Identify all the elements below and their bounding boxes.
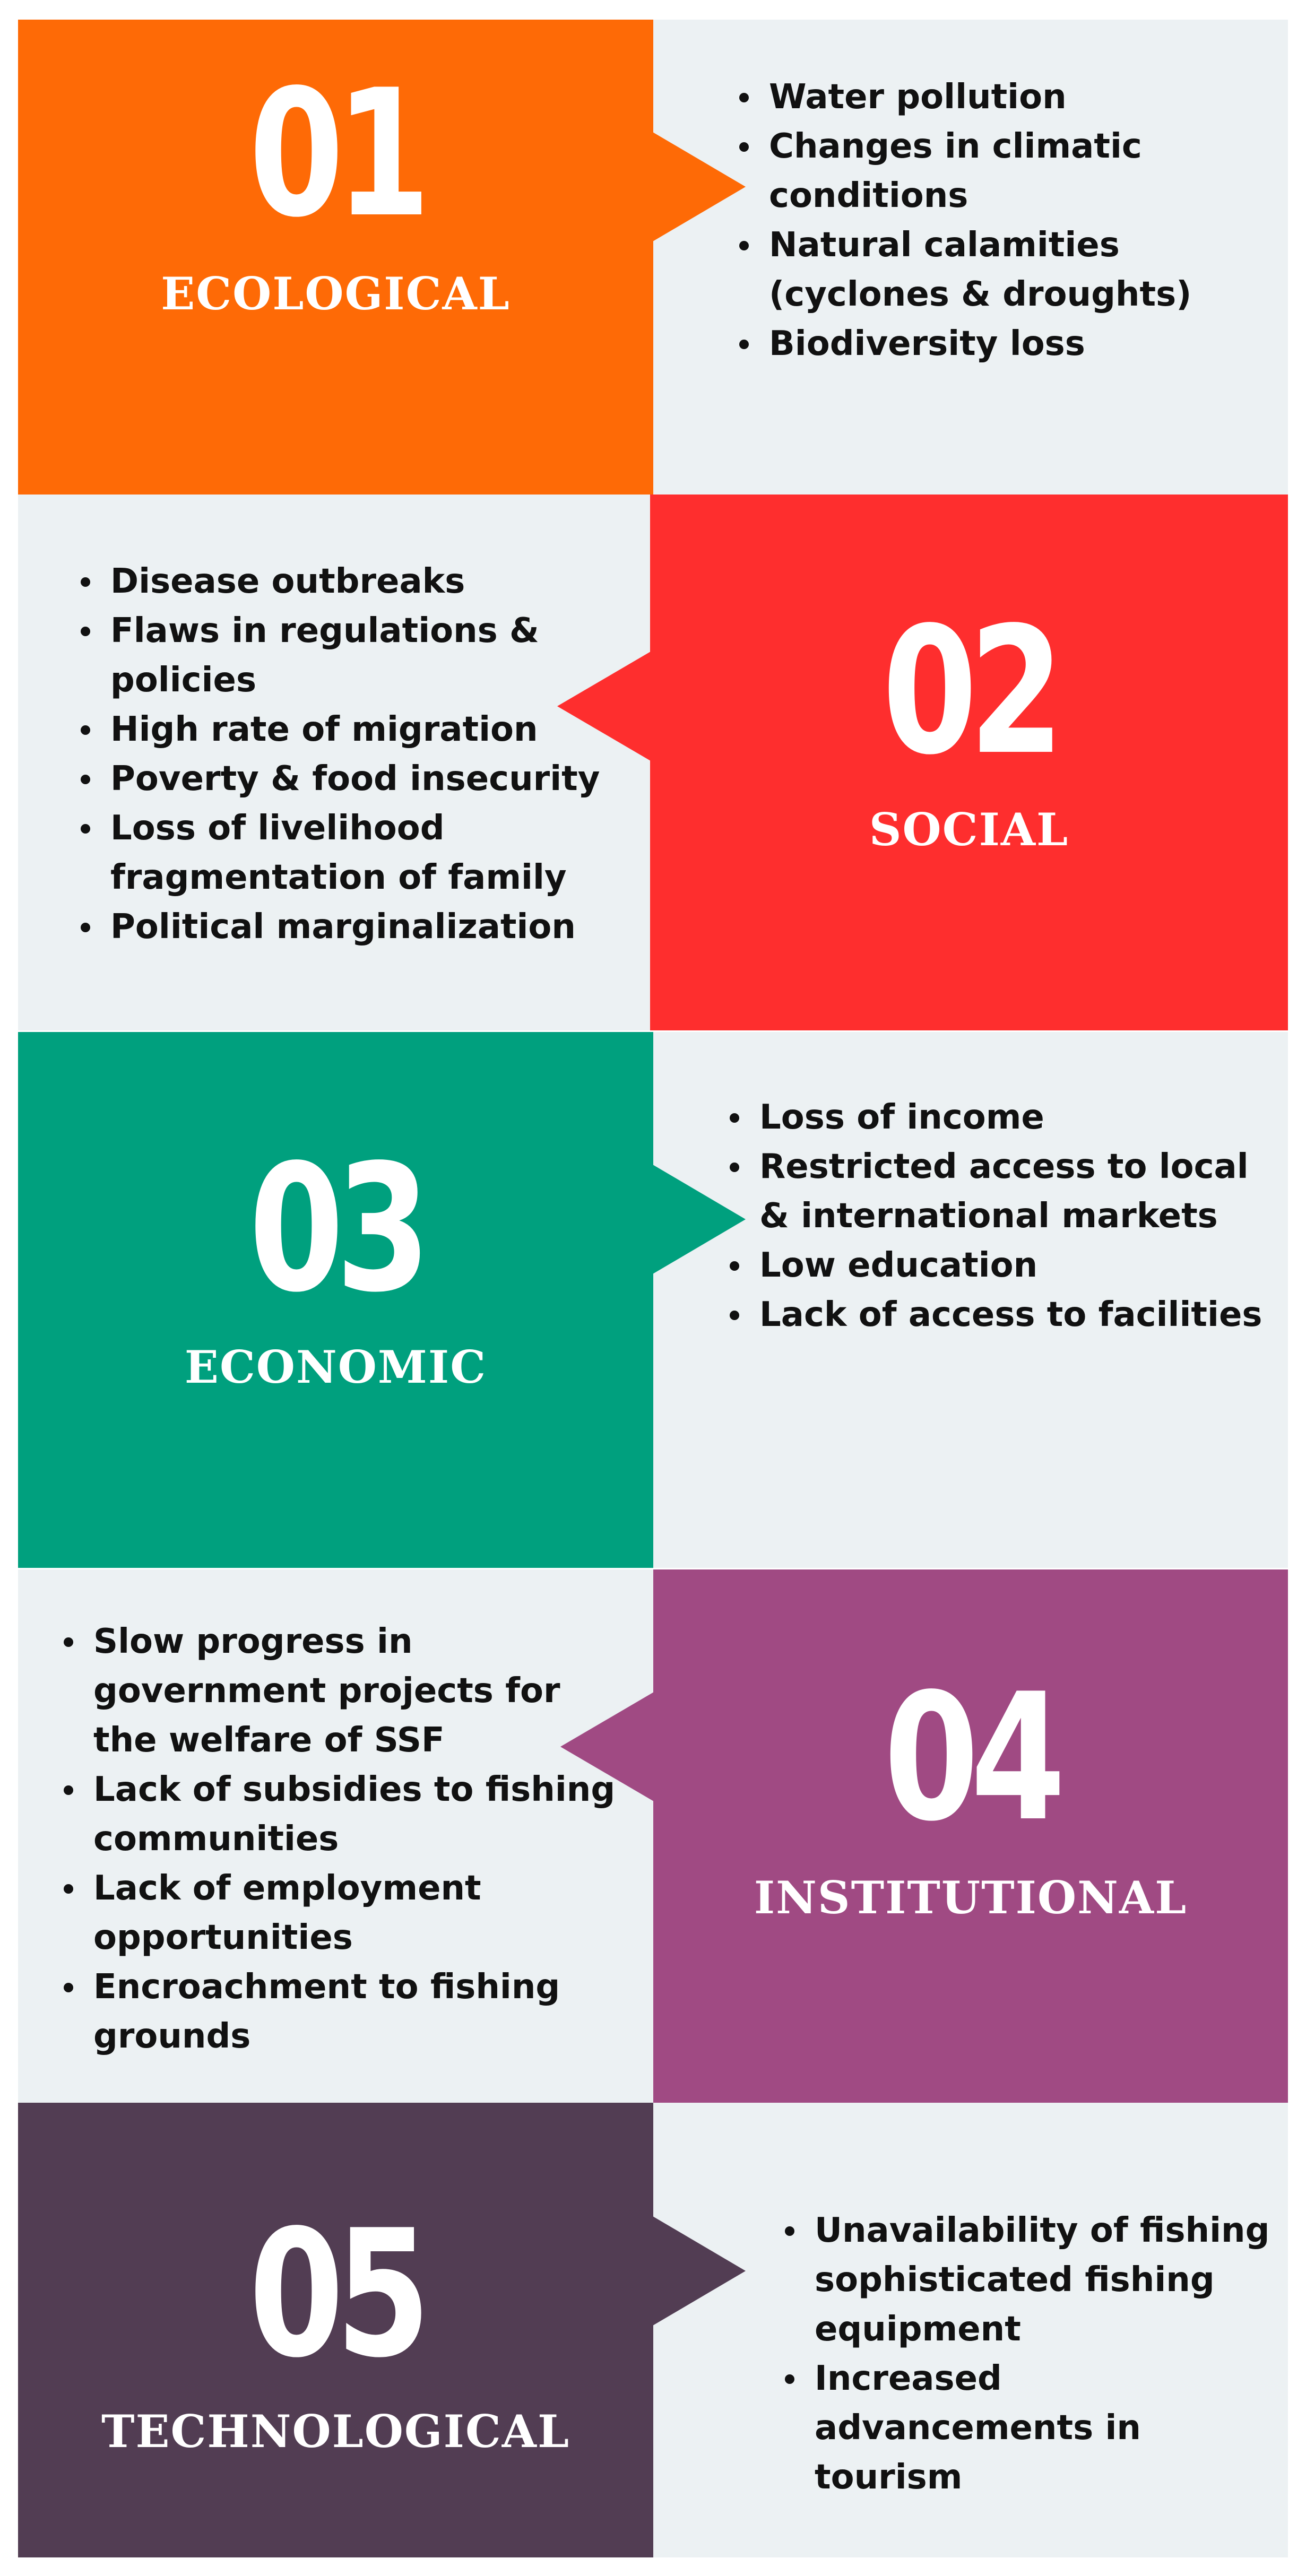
section-number: 04	[884, 1656, 1058, 1860]
section-category: INSTITUTIONAL	[754, 1871, 1188, 1924]
social-items-list	[74, 557, 616, 952]
technological-pointer-arrow	[653, 2216, 746, 2326]
list-item: Loss of livelihood fragmentation of family	[74, 804, 616, 903]
section-number: 01	[248, 52, 422, 256]
section-economic	[18, 1032, 1288, 1568]
list-item: Low education	[723, 1241, 1275, 1290]
ecological-items-list	[733, 73, 1264, 369]
section-social	[18, 495, 1288, 1030]
economic-items-list	[723, 1093, 1275, 1340]
section-technological	[18, 2103, 1288, 2557]
list-item: Flaws in regulations & policies	[74, 606, 616, 705]
list-item: Increased advancements in tourism	[779, 2354, 1272, 2502]
technological-color-block	[18, 2103, 653, 2557]
section-category: TECHNOLOGICAL	[101, 2405, 570, 2458]
ecological-color-block	[18, 20, 653, 556]
section-institutional	[18, 1569, 1288, 2105]
list-item: Water pollution	[733, 73, 1264, 122]
section-category: ECONOMIC	[184, 1341, 487, 1393]
list-item: Natural calamities (cyclones & droughts)	[733, 221, 1264, 319]
list-item: Restricted access to local & international markets	[723, 1142, 1275, 1241]
economic-items-panel	[653, 1032, 1288, 1568]
list-item: Disease outbreaks	[74, 557, 616, 606]
list-item: Slow progress in government projects for the welfare of SSF	[57, 1617, 620, 1765]
list-item: Loss of income	[723, 1093, 1275, 1142]
section-number: 02	[882, 589, 1056, 793]
section-number: 03	[248, 1127, 422, 1331]
economic-color-block	[18, 1032, 653, 1568]
list-item: High rate of migration	[74, 705, 616, 754]
list-item: Changes in climatic conditions	[733, 122, 1264, 221]
institutional-color-block	[653, 1569, 1288, 2105]
ecological-items-panel	[653, 20, 1288, 556]
list-item: Encroachment to fishing grounds	[57, 1963, 620, 2061]
social-color-block	[650, 495, 1288, 1030]
institutional-items-panel	[18, 1569, 653, 2105]
list-item: Lack of access to facilities	[723, 1290, 1275, 1340]
section-category: ECOLOGICAL	[161, 267, 511, 320]
economic-pointer-arrow	[653, 1165, 746, 1274]
institutional-pointer-arrow	[560, 1692, 654, 1801]
list-item: Poverty & food insecurity	[74, 754, 616, 804]
technological-items-panel	[653, 2103, 1288, 2557]
list-item: Political marginalization	[74, 903, 616, 952]
section-ecological	[18, 20, 1288, 556]
section-number: 05	[248, 2192, 422, 2396]
list-item: Lack of subsidies to fishing communities	[57, 1765, 620, 1864]
social-items-panel	[18, 495, 653, 1030]
technological-items-list	[779, 2206, 1272, 2502]
ecological-pointer-arrow	[653, 132, 746, 241]
institutional-items-list	[57, 1617, 620, 2061]
list-item: Unavailability of fishing sophisticated fishing equipment	[779, 2206, 1272, 2354]
social-pointer-arrow	[557, 652, 651, 761]
section-category: SOCIAL	[869, 803, 1069, 856]
list-item: Lack of employment opportunities	[57, 1864, 620, 1963]
list-item: Biodiversity loss	[733, 319, 1264, 369]
